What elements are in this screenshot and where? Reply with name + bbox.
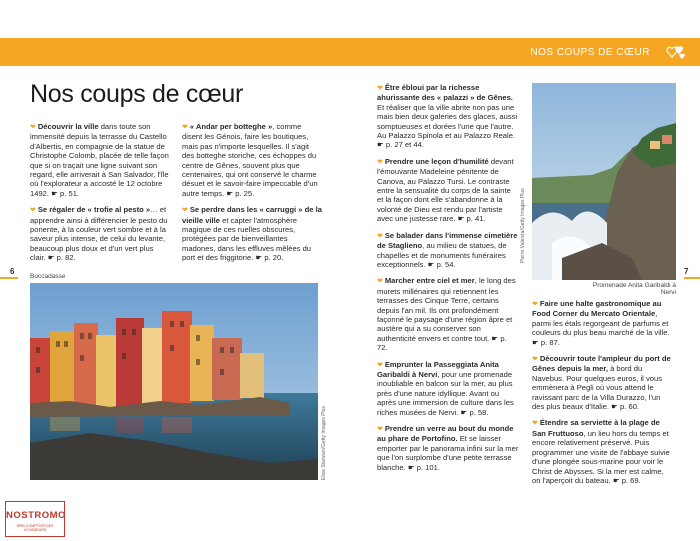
heart-bullet-icon: ❤ [532, 420, 540, 428]
highlight-title: Faire une halte gastronomique au Food Corner du Mercato Orientale [532, 299, 662, 319]
text-column-4 [532, 299, 674, 492]
highlight-text: Et se laisser emporter par le panorama infini sur la mer que l'on surplombe d'une petite terrasse blanche. ☛ p. 101. [377, 434, 519, 472]
highlight-item [182, 122, 322, 198]
photo-credit-left: Elisa Stanzani/Getty Images Plus [321, 406, 327, 480]
highlight-item [377, 157, 519, 224]
highlight-item [30, 205, 170, 262]
highlight-text: , pour une promenade inoubliable en balcon sur la mer, au plus près d'une nature idyllique. Avant ou après une immersion de culture dans les riches musées de Nervi. ☛ p. 58. [377, 369, 514, 417]
heart-bullet-icon: ❤ [377, 426, 385, 433]
highlight-text: , comme disent les Génois, faire les boutiques, mais pas n'importe lesquelles. Il s'agit des botteghe storiche, ces échoppes du centre de Gênes, souvent plus que centenaires, qui ont conservé le charme désuet et le savoir-faire impeccable d'un autre temps. ☛ p. 25. [182, 122, 318, 198]
stamp-tagline: WEB COMPTOIR DES VOYAGEURS [16, 524, 54, 532]
highlight-text: , au milieu de statues, de chapelles et de monuments funéraires exceptionnels. ☛ p. 54. [377, 241, 507, 269]
heart-bullet-icon: ❤ [377, 278, 385, 286]
highlight-title: Découvrir toute l'ampleur du port de Gênes depuis la mer, [532, 354, 671, 374]
heart-bullet-icon: ❤ [182, 124, 190, 131]
highlight-text: devant l'émouvante Madeleine pénitente de Canova, au Palazzo Tursi. Le contraste entre la sensualité du corps de la sainte et la façon dont elle s'abandonne à la volonté de Dieu est rendu par l'artiste avec une justesse rare. ☛ p. 41. [377, 156, 514, 224]
page-tick-right [684, 277, 700, 279]
highlight-item [532, 299, 674, 347]
highlight-item [532, 354, 674, 411]
highlight-title: Prendre une leçon d'humilité [384, 156, 489, 166]
section-title: NOS COUPS DE CŒUR [530, 47, 650, 58]
hearts-icon [666, 43, 686, 61]
heart-bullet-icon: ❤ [532, 301, 540, 308]
photo-boccadasse [30, 283, 318, 480]
highlight-text: à bord du Navebus. Pour quelques euros, il vous emmènera à Pegli où vous attend le ravissant parc de la Villa Durazzo, l'un des plus beaux d'Italie. ☛ p. 60. [532, 364, 663, 412]
text-column-1 [30, 122, 170, 270]
highlight-title: Emprunter la Passeggiata Anita Garibaldi à Nervi [377, 359, 499, 379]
highlight-title: « Andar per botteghe » [189, 122, 273, 131]
heart-bullet-icon: ❤ [377, 158, 385, 166]
stamp-name: NOSTROMO [6, 510, 66, 521]
heart-bullet-icon: ❤ [30, 124, 38, 131]
highlight-text: , un lieu hors du temps et encore relativement préservé. Puis programmer une visite de l'abbaye suivie d'une plongée sous-marine pour voir le Christ de Abysses. Si la mer est calme, on l'aperçoit du bateau. ☛ p. 69. [532, 428, 670, 485]
highlight-title: Se régaler de « trofie al pesto » [37, 205, 151, 215]
highlight-title: Se perdre dans les « carruggi » de la vieille ville [182, 205, 322, 225]
highlight-title: Découvrir la ville [37, 122, 99, 131]
heart-bullet-icon: ❤ [377, 361, 385, 369]
photo-caption-left: Boccadasse [30, 273, 66, 280]
highlight-item [377, 83, 519, 150]
highlight-text: dans toute son immensité depuis la terrasse du Castello d'Albertis, en compagnie de la statue de Christophe Colomb, placée de telle façon que si on traçait une ligne suivant son regard, elle arriverait à San Salvador, l'île où l'explorateur a accosté le 12 octobre 1492. ☛ p. 51. [30, 122, 169, 198]
heart-bullet-icon: ❤ [30, 207, 38, 215]
highlight-item [532, 418, 674, 485]
highlight-item [377, 360, 519, 417]
highlight-title: Être ébloui par la richesse ahurissante des « palazzi » de Gênes. [377, 83, 513, 103]
heart-bullet-icon: ❤ [377, 85, 385, 92]
text-column-2 [182, 122, 322, 270]
highlight-title: Prendre un verre au bout du monde au phare de Portofino. [377, 424, 514, 444]
text-column-3 [377, 83, 519, 479]
heart-bullet-icon: ❤ [182, 207, 190, 215]
page-number-left: 6 [10, 267, 15, 276]
page-tick-left [0, 277, 18, 279]
highlight-item [377, 276, 519, 352]
nostromo-stamp-logo [5, 501, 65, 537]
highlight-title: Marcher entre ciel et mer [384, 276, 475, 286]
highlight-item [377, 231, 519, 270]
heart-bullet-icon: ❤ [377, 232, 385, 240]
highlight-text: , le long des murets millénaires qui retiennent les terrasses des Cinque Terre, certains depuis l'an mil. Ils ont profondément façonné le paysage d'une région âpre et austère qui a su conserver son authenticité envers et contre tout. ☛ p. 72. [377, 276, 516, 353]
highlight-text: et capter l'atmosphère magique de ces ruelles obscures, protégées par de bienveillantes madones, dans les effluves mêlées du port et des friggitorie. ☛ p. 20. [182, 215, 312, 263]
photo-nervi [532, 83, 676, 280]
heart-bullet-icon: ❤ [532, 356, 540, 364]
page-title: Nos coups de cœur [30, 80, 244, 108]
highlight-item [377, 424, 519, 472]
highlight-item [30, 122, 170, 198]
highlight-item [182, 205, 322, 262]
section-header-bar [0, 38, 700, 66]
highlight-title: Étendre sa serviette à la plage de San Fruttuoso [532, 418, 660, 438]
photo-caption-right: Promenade Anita Garibaldi à Nervi [592, 282, 676, 296]
page-number-right: 7 [684, 267, 689, 276]
highlight-text: … et apprendre ainsi à différencier le pesto du ponente, à la couleur vert sombre et à la saveur plus intense, de celui du levante, beaucoup plus doux et d'un vert plus clair. ☛ p. 82. [30, 205, 168, 263]
highlight-text: Et réaliser que la ville abrite non pas une mais bien deux galeries des glaces, aussi somptueuses et dorées l'une que l'autre. Au Palazzo Spinola et au Palazzo Reale. ☛ p. 27 et 44. [377, 102, 518, 150]
highlight-text: , parmi les étals regorgeant de parfums et couleurs du plus beau marché de la ville. ☛ p. 87. [532, 309, 670, 347]
highlight-title: Se balader dans l'immense cimetière de Staglieno [377, 230, 518, 251]
photo-credit-right: Pierre Valenza/Getty Images Plus [520, 188, 526, 263]
